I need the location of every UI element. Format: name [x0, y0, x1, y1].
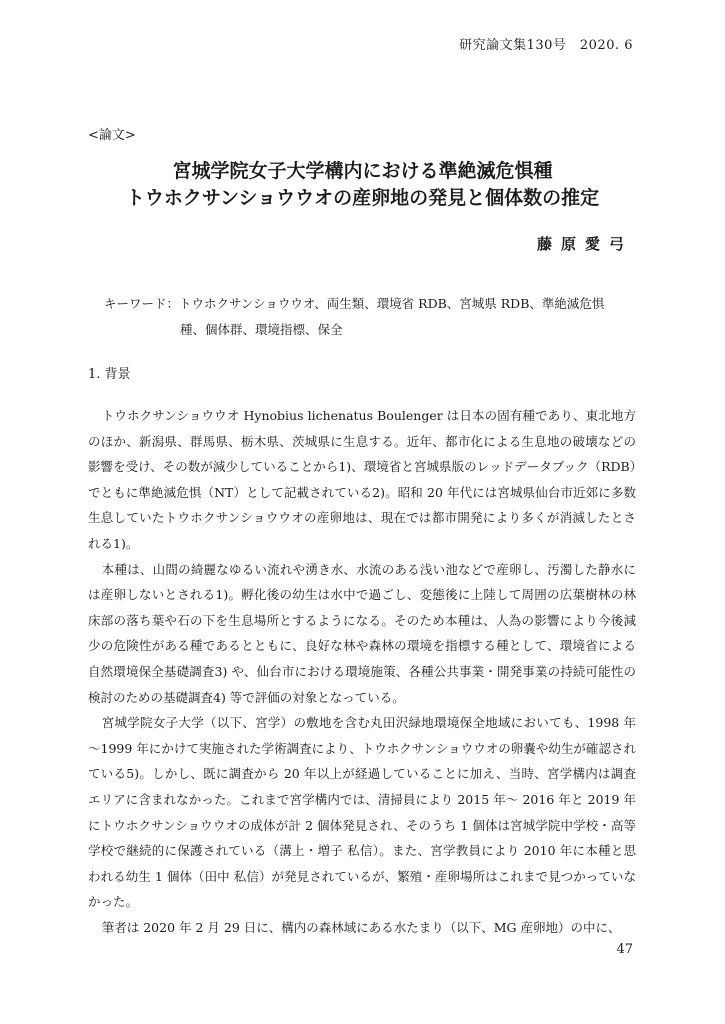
title-line-2: トウホクサンショウウオの産卵地の発見と個体数の推定 — [125, 187, 600, 209]
keywords-line-2: 種、個体群、環境指標、保全 — [180, 322, 343, 337]
section-heading: 1. 背景 — [88, 367, 131, 382]
keywords-block — [104, 291, 644, 343]
page-number: 47 — [616, 942, 633, 957]
author-name: 藤原愛弓 — [536, 235, 633, 253]
section-tag: <論文> — [88, 128, 136, 143]
paragraph: 筆者は 2020 年 2 月 29 日に、構内の森林域にある水たまり（以下、MG 産卵地）の中に、 — [101, 919, 621, 935]
keywords-line-1 — [104, 291, 644, 317]
keywords-label: キーワード： — [104, 296, 180, 311]
keywords-text-1: トウホクサンショウウオ、両生類、環境省 RDB、宮城県 RDB、準絶滅危惧 — [179, 296, 605, 311]
journal-header: 研究論文集130号 2020. 6 — [459, 38, 633, 53]
paper-title — [80, 158, 645, 212]
paragraph: 本種は、山間の綺麗なゆるい流れや湧き水、水流のある浅い池などで産卵し、汚濁した静水には産卵しないとされる1)。孵化後の幼生は水中で過ごし、変態後に上陸して周囲の広葉樹林の林床部の落ち葉や石の下を生息場所とするようになる。そのため本種は、人為の影響により今後減少の危険性がある種であるとともに、良好な林や森林の環境を指標する種として、環境省による自然環境保全基礎調査3) や、仙台市における環境施策、各種公共事業・開発事業の持続可能性の検討のための基礎調査4) 等で評価の対象となっている。 — [88, 561, 636, 705]
title-line-1: 宮城学院女子大学構内における準絶滅危惧種 — [172, 160, 553, 182]
paragraph: トウホクサンショウウオ Hynobius lichenatus Boulenger は日本の固有種であり、東北地方のほか、新潟県、群馬県、栃木県、茨城県に生息する。近年、都市化による生息地の破壊などの影響を受け、その数が減少していることから1)、環境省と宮城県版のレッドデータブック（RDB）でともに準絶滅危惧（NT）として記載されている2)。昭和 20 年代には宮城県仙台市近郊に多数生息していたトウホクサンショウウオの産卵地は、現在では都市開発により多くが消滅したとされる1)。 — [88, 408, 636, 551]
body-text — [88, 403, 636, 940]
paragraph: 宮城学院女子大学（以下、宮学）の敷地を含む丸田沢緑地環境保全地域においても、1998 年～1999 年にかけて実施された学術調査により、トウホクサンショウウオの卵嚢や幼生が確認されている5)。しかし、既に調査から 20 年以上が経過していることに加え、当時、宮学構内は調査エリアに含まれなかった。これまで宮学構内では、清掃員により 2015 年～ 2016 年と 2019 年にトウホクサンショウウオの成体が計 2 個体発見され、そのうち 1 個体は宮城学院中学校・高等学校で継続的に保護されている（溝上・増子 私信）。また、宮学教員により 2010 年に本種と思われる幼生 1 個体（田中 私信）が発見されているが、繁殖・産卵場所はこれまで見つかっていなかった。 — [88, 715, 636, 910]
